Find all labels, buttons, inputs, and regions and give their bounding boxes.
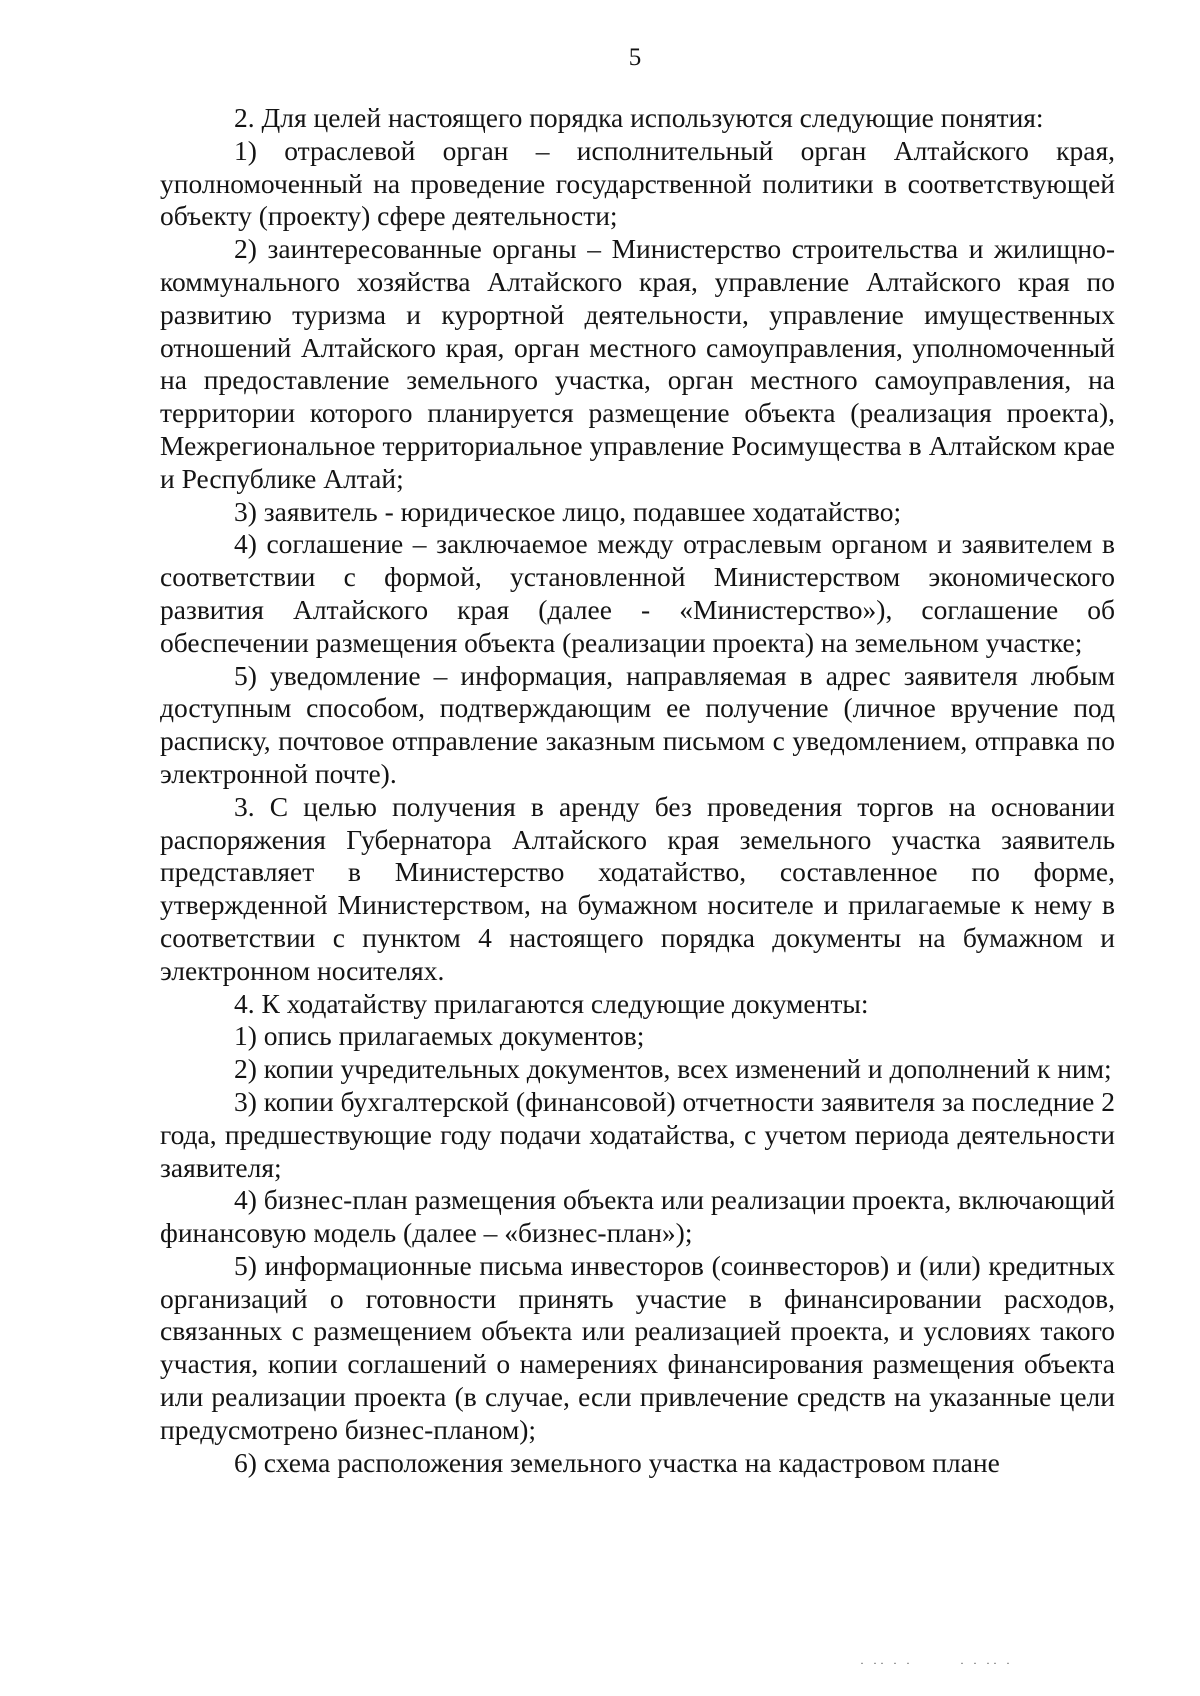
paragraph-definition-agreement: 4) соглашение – заключаемое между отраслевым органом и заявителем в соответствии с формой, установленной Министерством экономического развития Алтайского края (далее - «Министерство»), соглашение об обеспечении размещения объекта (реализации проекта) на земельном участке; [160,528,1115,658]
paragraph-document-list-4: 4) бизнес-план размещения объекта или реализации проекта, включающий финансовую модель (далее – «бизнес-план»); [160,1184,1115,1249]
document-body [160,102,1115,1479]
paragraph-definition-sector-body: 1) отраслевой орган – исполнительный орган Алтайского края, уполномоченный на проведение государственной политики в соответствующей объекту (проекту) сфере деятельности; [160,134,1115,232]
paragraph-document-list-5: 5) информационные письма инвесторов (соинвесторов) и (или) кредитных организаций о готовности принять участие в финансировании расходов, связанных с размещением объекта или реализацией проекта, и условиях такого участия, копии соглашений о намерениях финансирования размещения объекта или реализации проекта (в случае, если привлечение средств на указанные цели предусмотрено бизнес-планом); [160,1249,1115,1445]
paragraph-section-3: 3. С целью получения в аренду без проведения торгов на основании распоряжения Губернатора Алтайского края земельного участка заявитель представляет в Министерство ходатайство, составленное по форме, утвержденной Министерством, на бумажном носителе и прилагаемые к нему в соответствии с пунктом 4 настоящего порядка документы на бумажном и электронном носителях. [160,790,1115,986]
paragraph-document-list-6: 6) схема расположения земельного участка на кадастровом плане [234,1446,1000,1478]
paragraph-definition-applicant: 3) заявитель - юридическое лицо, подавшее ходатайство; [234,495,902,527]
scan-noise-mark: · ·· · · [860,1656,913,1670]
paragraph-document-list-3: 3) копии бухгалтерской (финансовой) отчетности заявителя за последние 2 года, предшествующие году подачи ходатайства, с учетом периода деятельности заявителя; [160,1085,1115,1183]
paragraph-definition-notification: 5) уведомление – информация, направляемая в адрес заявителя любым доступным способом, подтверждающим ее получение (личное вручение под расписку, почтовое отправление заказным письмом с уведомлением, отправка по электронной почте). [160,659,1115,789]
paragraph-document-list-1: 1) опись прилагаемых документов; [234,1020,645,1052]
paragraph-section-4-intro: 4. К ходатайству прилагаются следующие документы: [234,987,869,1019]
paragraph-definitions-intro: 2. Для целей настоящего порядка используются следующие понятия: [234,102,1044,133]
page-number: 5 [628,44,642,71]
paragraph-definition-interested-bodies: 2) заинтересованные органы – Министерство строительства и жилищно-коммунального хозяйства Алтайского края, управление Алтайского края по развитию туризма и курортной деятельности, управление имущественных отношений Алтайского края, орган местного самоуправления, уполномоченный на предоставление земельного участка, орган местного самоуправления, на территории которого планируется размещение объекта (реализация проекта), Межрегиональное территориальное управление Росимущества в Алтайском крае и Республике Алтай; [160,233,1115,494]
scan-noise-mark: · · ·· · [960,1656,1013,1670]
paragraph-document-list-2: 2) копии учредительных документов, всех изменений и дополнений к ним; [234,1053,1112,1085]
